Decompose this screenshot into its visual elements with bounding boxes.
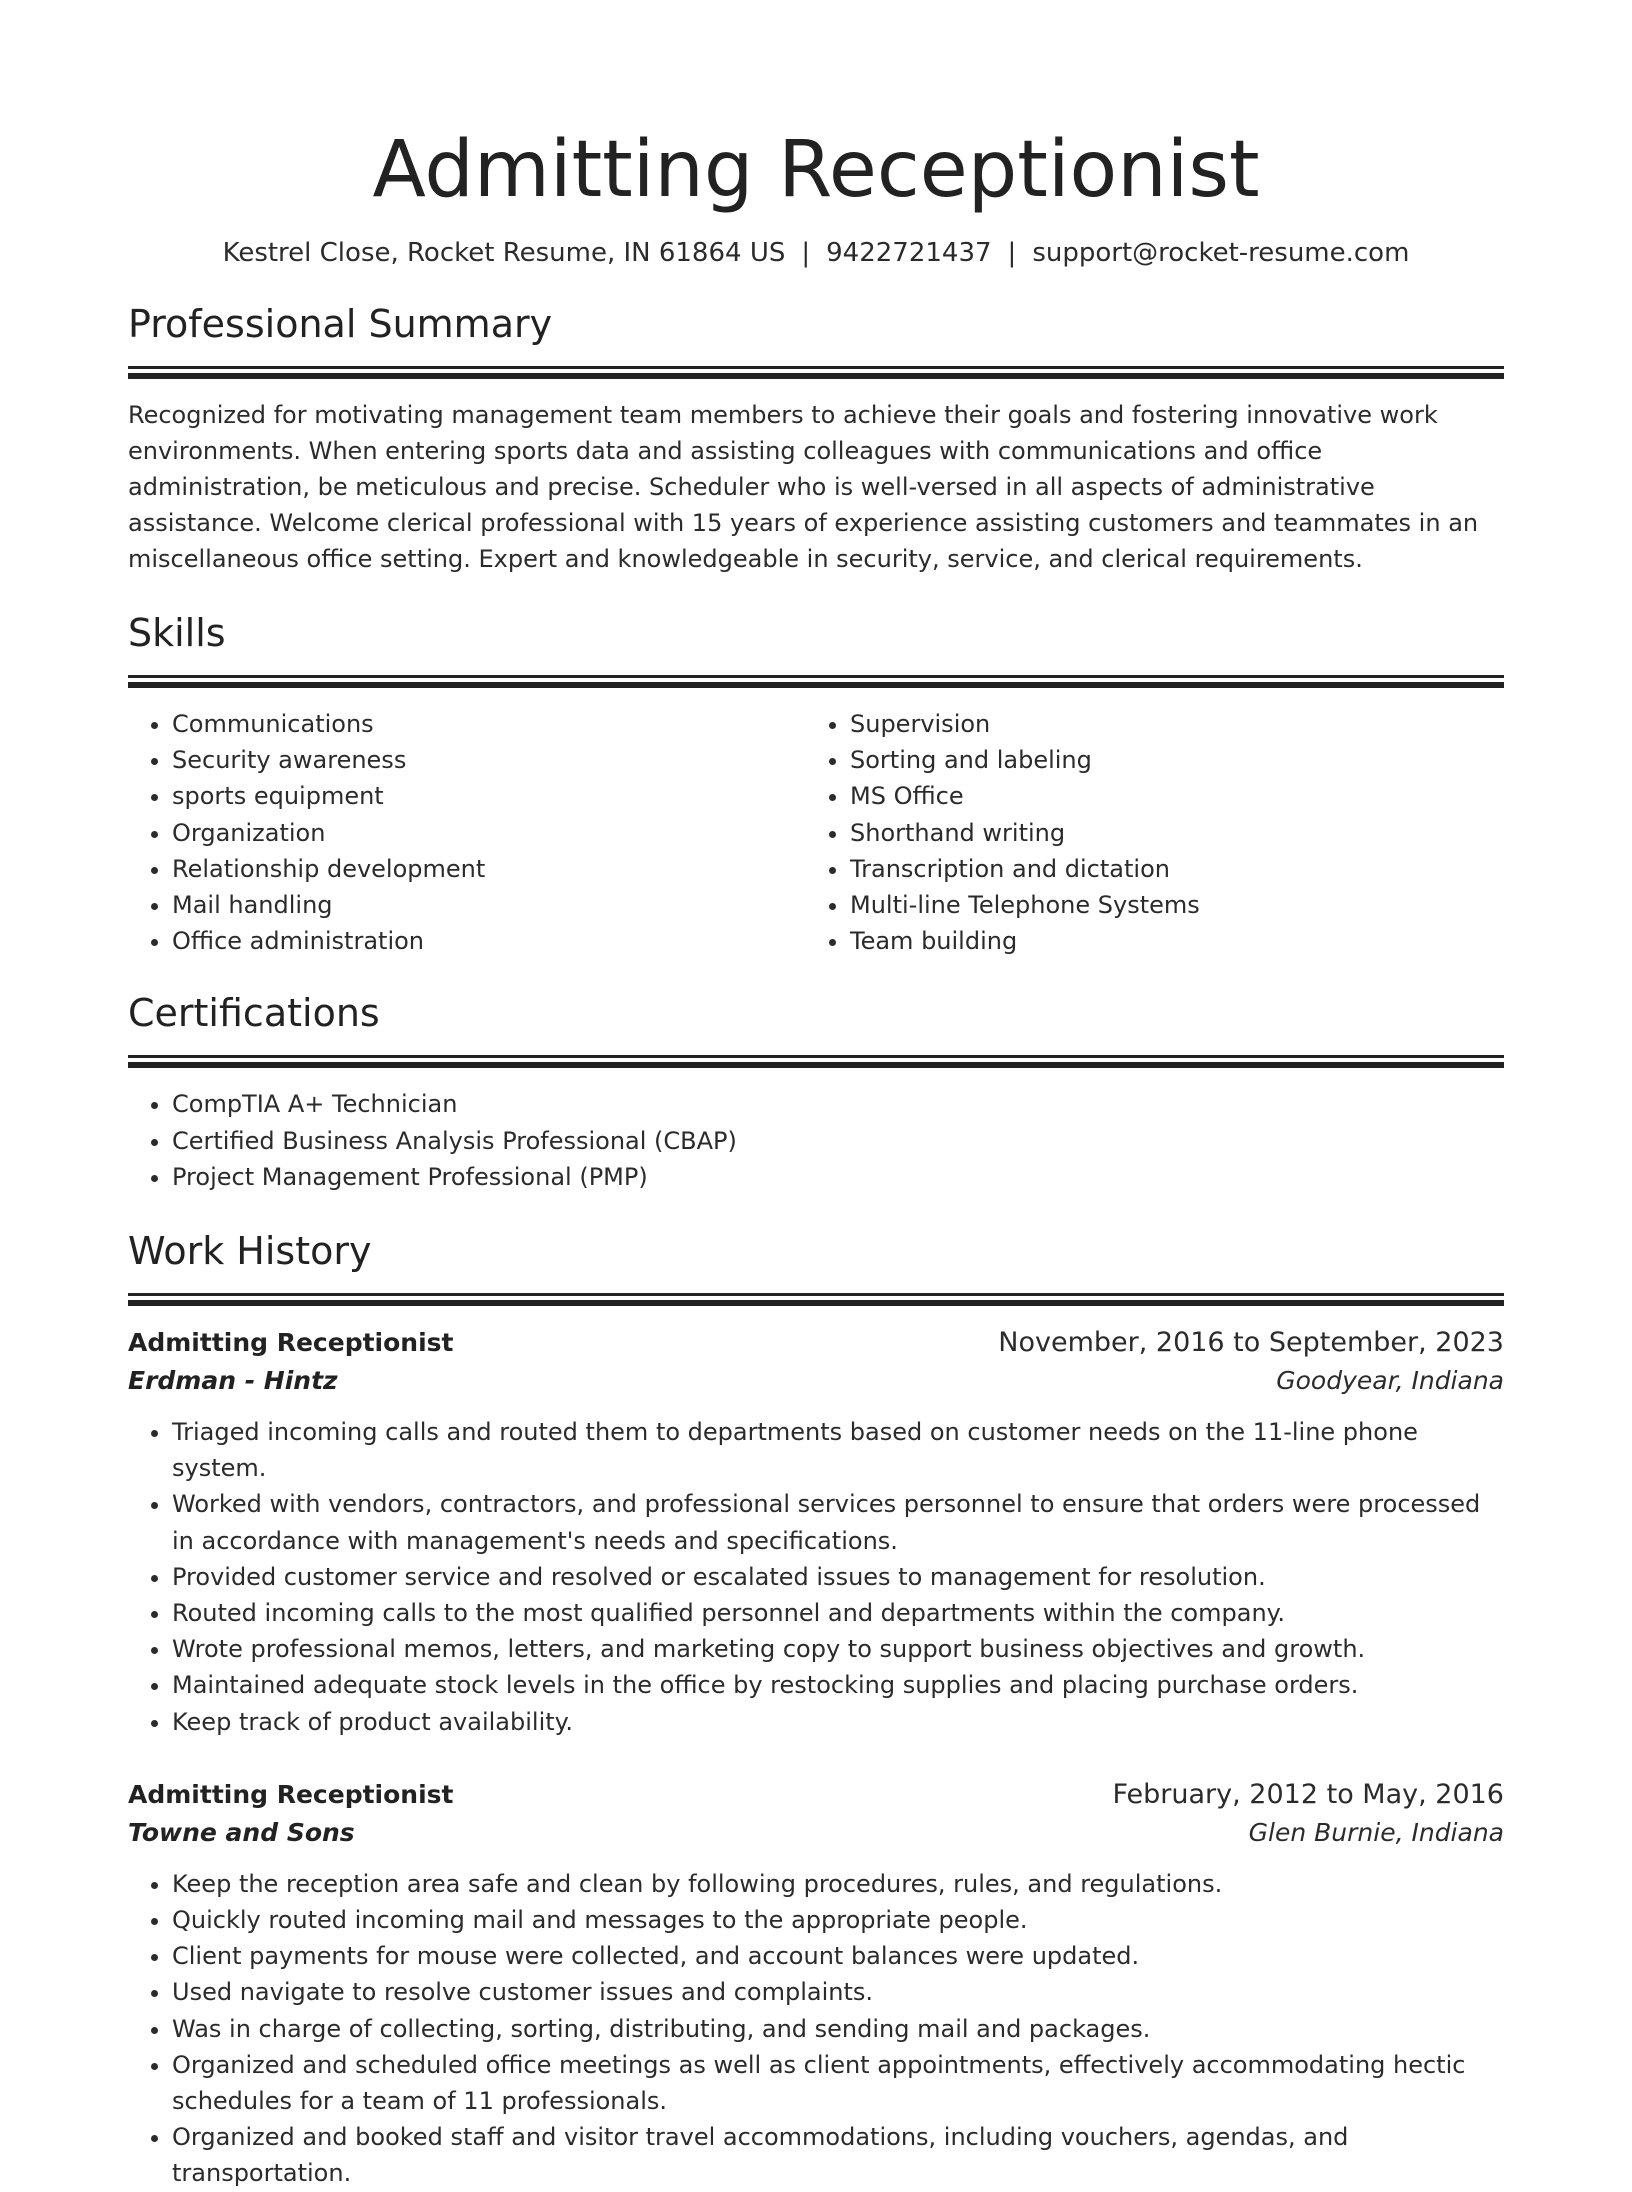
- skill-item: • Security awareness: [172, 742, 806, 778]
- job-bullet: • Used navigate to resolve customer issues and complaints.: [172, 1974, 1504, 2010]
- certifications-section: [128, 989, 1504, 1195]
- job-bullet: • Maintained adequate stock levels in the office by restocking supplies and placing purchase orders.: [172, 1667, 1504, 1703]
- job-bullet: • Worked with vendors, contractors, and professional services personnel to ensure that orders were processed in accordance with management's needs and specifications.: [172, 1486, 1504, 1558]
- job-location: Glen Burnie, Indiana: [1248, 1817, 1504, 1847]
- section-title-certifications: Certifications: [128, 991, 380, 1036]
- skill-item: • Relationship development: [172, 851, 806, 887]
- skills-column-right: [806, 706, 1484, 959]
- job-bullet: • Provided customer service and resolved or escalated issues to management for resolution.: [172, 1559, 1504, 1595]
- skill-item: • Communications: [172, 706, 806, 742]
- work-history-section: [128, 1227, 1504, 2192]
- section-rule-thick: [128, 373, 1504, 379]
- job-entry: [128, 1324, 1504, 1740]
- contact-separator: |: [801, 238, 811, 268]
- skills-list-left: [128, 706, 806, 959]
- resume-page: [128, 0, 1504, 2192]
- contact-address: Kestrel Close, Rocket Resume, IN 61864 US: [222, 238, 786, 268]
- contact-phone: 9422721437: [826, 238, 992, 268]
- section-rule-thick: [128, 682, 1504, 688]
- section-rule-thick: [128, 1300, 1504, 1306]
- job-bullet: • Quickly routed incoming mail and messages to the appropriate people.: [172, 1902, 1504, 1938]
- section-rule: [128, 1055, 1504, 1058]
- summary-section: [128, 300, 1504, 577]
- job-company: Erdman - Hintz: [128, 1366, 338, 1396]
- job-dates: November, 2016 to September, 2023: [998, 1327, 1504, 1359]
- certifications-list: [128, 1086, 1504, 1195]
- job-bullet-list: [128, 1414, 1504, 1740]
- job-bullet: • Was in charge of collecting, sorting, distributing, and sending mail and packages.: [172, 2011, 1504, 2047]
- contact-line: [128, 236, 1504, 270]
- skills-list-right: [806, 706, 1484, 959]
- job-header: [128, 1324, 1504, 1362]
- certification-item: • Project Management Professional (PMP): [172, 1159, 1504, 1195]
- job-bullet: • Client payments for mouse were collected, and account balances were updated.: [172, 1938, 1504, 1974]
- section-rule: [128, 675, 1504, 678]
- job-title: Admitting Receptionist: [128, 1328, 454, 1358]
- skill-item: • Team building: [850, 923, 1484, 959]
- job-bullet: • Wrote professional memos, letters, and marketing copy to support business objectives and growth.: [172, 1631, 1504, 1667]
- skill-item: • sports equipment: [172, 778, 806, 814]
- job-dates: February, 2012 to May, 2016: [1112, 1778, 1504, 1810]
- skill-item: • Organization: [172, 815, 806, 851]
- job-bullet-list: [128, 1866, 1504, 2192]
- job-title: Admitting Receptionist: [128, 1779, 454, 1809]
- contact-email: support@rocket-resume.com: [1032, 238, 1410, 268]
- skill-item: • Supervision: [850, 706, 1484, 742]
- skill-item: • MS Office: [850, 778, 1484, 814]
- skills-column-left: [128, 706, 806, 959]
- job-subheader: [128, 1362, 1504, 1400]
- candidate-name: Admitting Receptionist: [372, 125, 1260, 215]
- skills-columns: [128, 706, 1504, 959]
- job-bullet: • Organized and scheduled office meetings as well as client appointments, effectively accommodating hectic schedules for a team of 11 professionals.: [172, 2047, 1504, 2119]
- skill-item: • Shorthand writing: [850, 815, 1484, 851]
- job-entry: [128, 1776, 1504, 2192]
- section-title-work-history: Work History: [128, 1229, 372, 1274]
- section-title-summary: Professional Summary: [128, 302, 553, 346]
- job-bullet: • Organized and booked staff and visitor travel accommodations, including vouchers, agendas, and transportation.: [172, 2119, 1504, 2191]
- skill-item: • Sorting and labeling: [850, 742, 1484, 778]
- certification-item: • Certified Business Analysis Professional (CBAP): [172, 1123, 1504, 1159]
- job-bullet: • Keep the reception area safe and clean by following procedures, rules, and regulations.: [172, 1866, 1504, 1902]
- summary-text: Recognized for motivating management team members to achieve their goals and fostering innovative work environments. When entering sports data and assisting colleagues with communications and office administration, be meticulous and precise. Scheduler who is well-versed in all aspects of administrative assistance. Welcome clerical professional with 15 years of experience assisting customers and teammates in an miscellaneous office setting. Expert and knowledgeable in security, service, and clerical requirements.: [128, 401, 1479, 573]
- section-title-skills: Skills: [128, 611, 226, 655]
- job-location: Goodyear, Indiana: [1276, 1366, 1504, 1396]
- job-bullet: • Routed incoming calls to the most qualified personnel and departments within the company.: [172, 1595, 1504, 1631]
- job-bullet: • Keep track of product availability.: [172, 1704, 1504, 1740]
- skill-item: • Mail handling: [172, 887, 806, 923]
- certification-item: • CompTIA A+ Technician: [172, 1086, 1504, 1122]
- job-company: Towne and Sons: [128, 1817, 355, 1847]
- contact-separator: |: [1007, 238, 1017, 268]
- skill-item: • Transcription and dictation: [850, 851, 1484, 887]
- skill-item: • Multi-line Telephone Systems: [850, 887, 1484, 923]
- job-subheader: [128, 1814, 1504, 1852]
- skill-item: • Office administration: [172, 923, 806, 959]
- section-rule: [128, 366, 1504, 369]
- job-bullet: • Triaged incoming calls and routed them to departments based on customer needs on the 11-line phone system.: [172, 1414, 1504, 1486]
- skills-section: [128, 609, 1504, 959]
- job-header: [128, 1776, 1504, 1814]
- section-rule-thick: [128, 1062, 1504, 1068]
- section-rule: [128, 1293, 1504, 1296]
